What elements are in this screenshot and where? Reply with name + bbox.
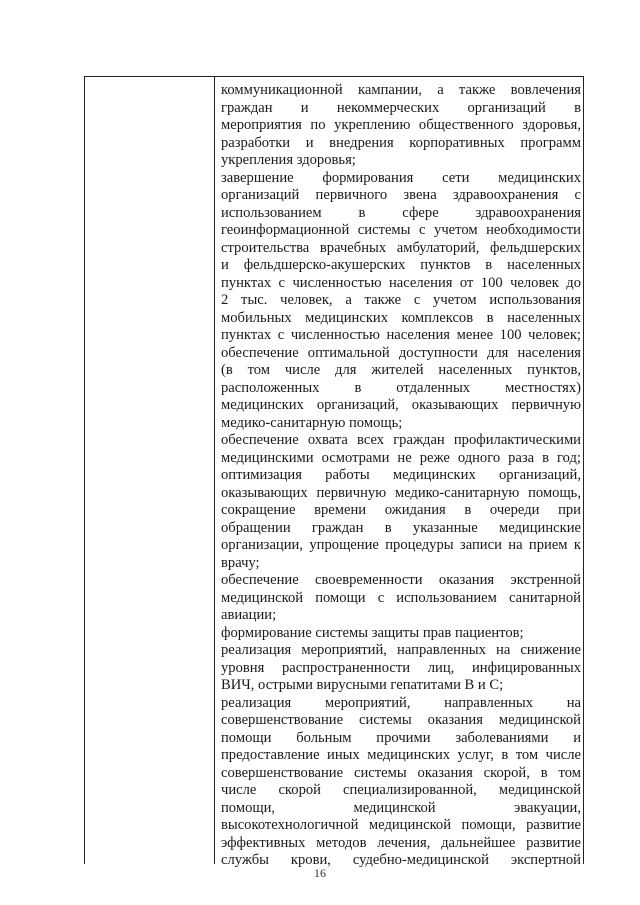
text-line: медицинскими осмотрами не реже одного раза в год; bbox=[221, 449, 581, 466]
text-line: числе скорой специализированной, медицинской bbox=[221, 782, 581, 798]
text-line: обращении граждан в указанные медицинские bbox=[221, 519, 581, 536]
text-line: врачу; bbox=[221, 554, 260, 571]
text-line: высокотехнологичной медицинской помощи, развитие bbox=[221, 817, 581, 833]
text-line: помощи больным прочими заболеваниями и bbox=[221, 729, 581, 746]
text-line: помощи, медицинской эвакуации, bbox=[221, 799, 581, 816]
text-line: оптимизация работы медицинских организаций, bbox=[221, 467, 581, 483]
text-line: использованием в сфере здравоохранения bbox=[221, 204, 581, 221]
text-line: медицинских организаций, оказывающих первичную bbox=[221, 397, 581, 413]
text-line: разработки и внедрения корпоративных программ bbox=[221, 134, 581, 151]
text-line: оказывающих первичную медико-санитарную помощь, bbox=[221, 484, 581, 501]
document-table bbox=[84, 76, 584, 868]
text-line: совершенствование системы оказания скорой, в том bbox=[221, 764, 581, 781]
text-line: расположенных в отдаленных местностях) bbox=[221, 379, 581, 396]
text-line: реализация мероприятий, направленных на bbox=[221, 694, 581, 711]
text-line: предоставление иных медицинских услуг, в том числе bbox=[221, 747, 581, 763]
text-line: уровня распространенности лиц, инфицированных bbox=[221, 659, 581, 676]
table-left-cell bbox=[85, 77, 214, 864]
text-line: авиации; bbox=[221, 607, 277, 623]
text-line: граждан и некоммерческих организаций в bbox=[221, 99, 581, 116]
text-line: обеспечение оптимальной доступности для населения bbox=[221, 344, 581, 361]
text-line: организаций первичного звена здравоохранения с bbox=[221, 187, 581, 203]
text-line: службы крови, судебно-медицинской экспертной bbox=[221, 852, 581, 868]
text-line: эффективных методов лечения, дальнейшее развитие bbox=[221, 834, 581, 851]
text-line: формирование системы защиты прав пациентов; bbox=[221, 624, 524, 641]
text-line: пунктах с численностью населения менее 100 человек; bbox=[221, 327, 581, 343]
text-line: мероприятия по укреплению общественного здоровья, bbox=[221, 117, 581, 133]
text-line: и фельдшерско-акушерских пунктов в населенных bbox=[221, 257, 581, 273]
text-line: совершенствование системы оказания медицинской bbox=[221, 712, 581, 728]
text-line: укрепления здоровья; bbox=[221, 152, 356, 168]
text-line: геоинформационной системы с учетом необходимости bbox=[221, 222, 581, 238]
text-line: сокращение времени ожидания в очереди при bbox=[221, 502, 581, 518]
text-line: обеспечение охвата всех граждан профилактическими bbox=[221, 432, 581, 448]
text-line: медико-санитарную помощь; bbox=[221, 414, 403, 431]
column-divider bbox=[214, 77, 215, 864]
text-line: мобильных медицинских комплексов в населенных bbox=[221, 309, 581, 326]
text-line: ВИЧ, острыми вирусными гепатитами В и С; bbox=[221, 677, 504, 693]
text-line: организации, упрощение процедуры записи на прием к bbox=[221, 537, 581, 553]
text-line: медицинской помощи с использованием санитарной bbox=[221, 589, 581, 606]
text-line: 2 тыс. человек, а также с учетом использования bbox=[221, 292, 581, 308]
text-line: (в том числе для жителей населенных пунктов, bbox=[221, 362, 581, 378]
text-line: строительства врачебных амбулаторий, фельдшерских bbox=[221, 239, 581, 256]
text-line: пунктах с численностью населения от 100 человек до bbox=[221, 274, 581, 291]
page-number: 16 bbox=[314, 866, 326, 880]
text-line: обеспечение своевременности оказания экстренной bbox=[221, 572, 581, 588]
table-right-cell bbox=[221, 82, 581, 870]
text-line: коммуникационной кампании, а также вовлечения bbox=[221, 82, 581, 98]
text-line: завершение формирования сети медицинских bbox=[221, 169, 581, 186]
text-line: реализация мероприятий, направленных на снижение bbox=[221, 642, 581, 658]
